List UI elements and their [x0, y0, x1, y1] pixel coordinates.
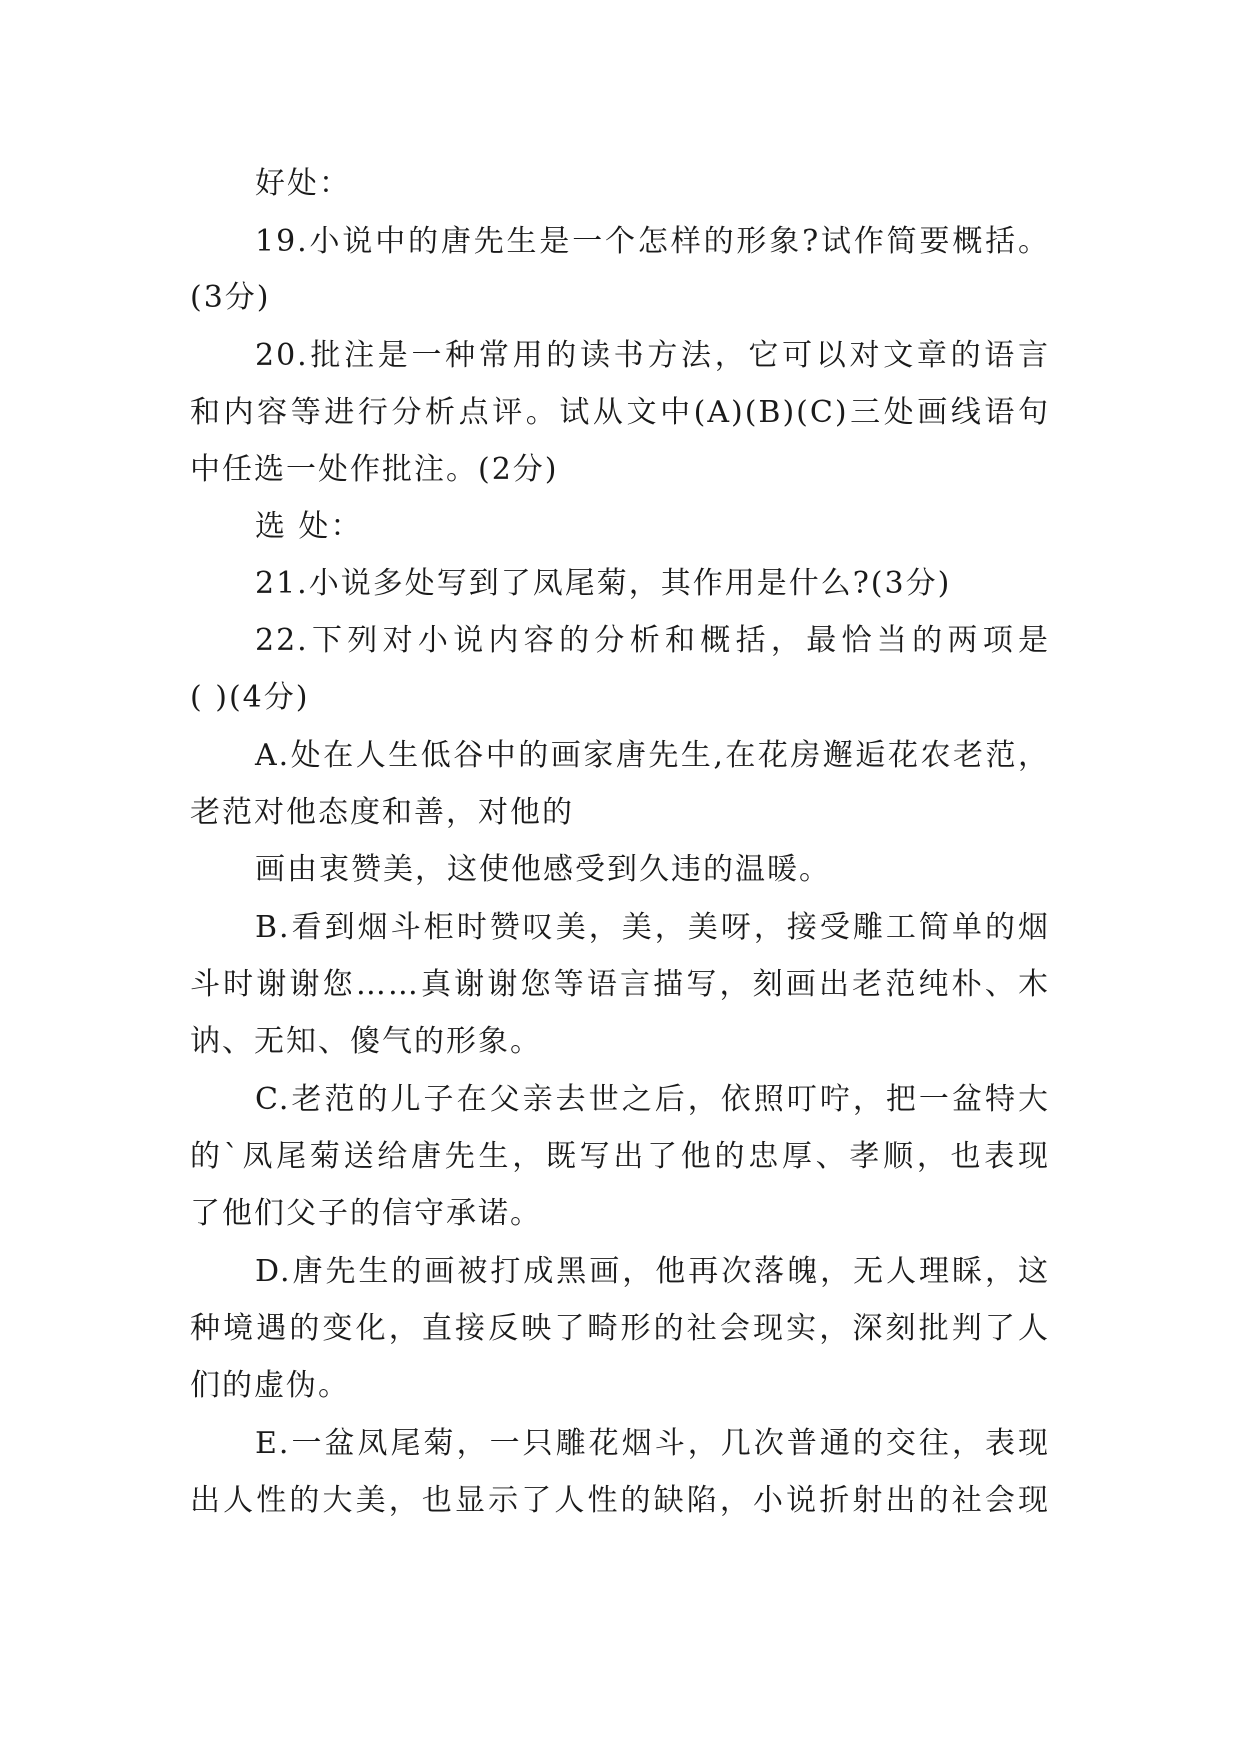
- question-20-line-1: 20.批注是一种常用的读书方法，它可以对文章的语言: [255, 338, 1050, 373]
- option-c-line-1: C.老范的儿子在父亲去世之后，依照叮咛，把一盆特大: [255, 1082, 1050, 1117]
- option-a-line-2: 老范对他态度和善，对他的: [190, 795, 574, 830]
- question-21: 21.小说多处写到了凤尾菊，其作用是什么?(3分): [255, 566, 952, 601]
- option-d-line-2: 种境遇的变化，直接反映了畸形的社会现实，深刻批判了人: [190, 1311, 1050, 1346]
- question-22-line-2: ( )(4分): [190, 680, 310, 715]
- option-b-line-1: B.看到烟斗柜时赞叹美，美，美呀，接受雕工简单的烟: [255, 910, 1050, 945]
- option-c-line-2: 的`凤尾菊送给唐先生，既写出了他的忠厚、孝顺，也表现: [190, 1139, 1050, 1174]
- option-a-line-3: 画由衷赞美，这使他感受到久违的温暖。: [255, 852, 831, 887]
- question-19-score: (3分): [190, 280, 271, 315]
- option-d-line-1: D.唐先生的画被打成黑画，他再次落魄，无人理睬，这: [255, 1254, 1050, 1289]
- option-b-line-2: 斗时谢谢您……真谢谢您等语言描写，刻画出老范纯朴、木: [190, 967, 1050, 1002]
- option-b-line-3: 讷、无知、傻气的形象。: [190, 1024, 542, 1059]
- question-19: 19.小说中的唐先生是一个怎样的形象?试作简要概括。: [255, 224, 1050, 259]
- question-20-line-2: 和内容等进行分析点评。试从文中(A)(B)(C)三处画线语句: [190, 395, 1050, 430]
- option-a-line-1: A.处在人生低谷中的画家唐先生,在花房邂逅花农老范，: [255, 738, 1050, 773]
- question-20-line-3: 中任选一处作批注。(2分): [190, 452, 559, 487]
- answer-label-selection: 选 处：: [255, 509, 363, 544]
- answer-label-benefit: 好处：: [255, 166, 351, 201]
- option-e-line-2: 出人性的大美，也显示了人性的缺陷，小说折射出的社会现: [190, 1483, 1050, 1518]
- option-e-line-1: E.一盆凤尾菊，一只雕花烟斗，几次普通的交往，表现: [255, 1426, 1050, 1461]
- question-22-line-1: 22.下列对小说内容的分析和概括，最恰当的两项是: [255, 623, 1050, 658]
- option-d-line-3: 们的虚伪。: [190, 1368, 350, 1403]
- option-c-line-3: 了他们父子的信守承诺。: [190, 1196, 542, 1231]
